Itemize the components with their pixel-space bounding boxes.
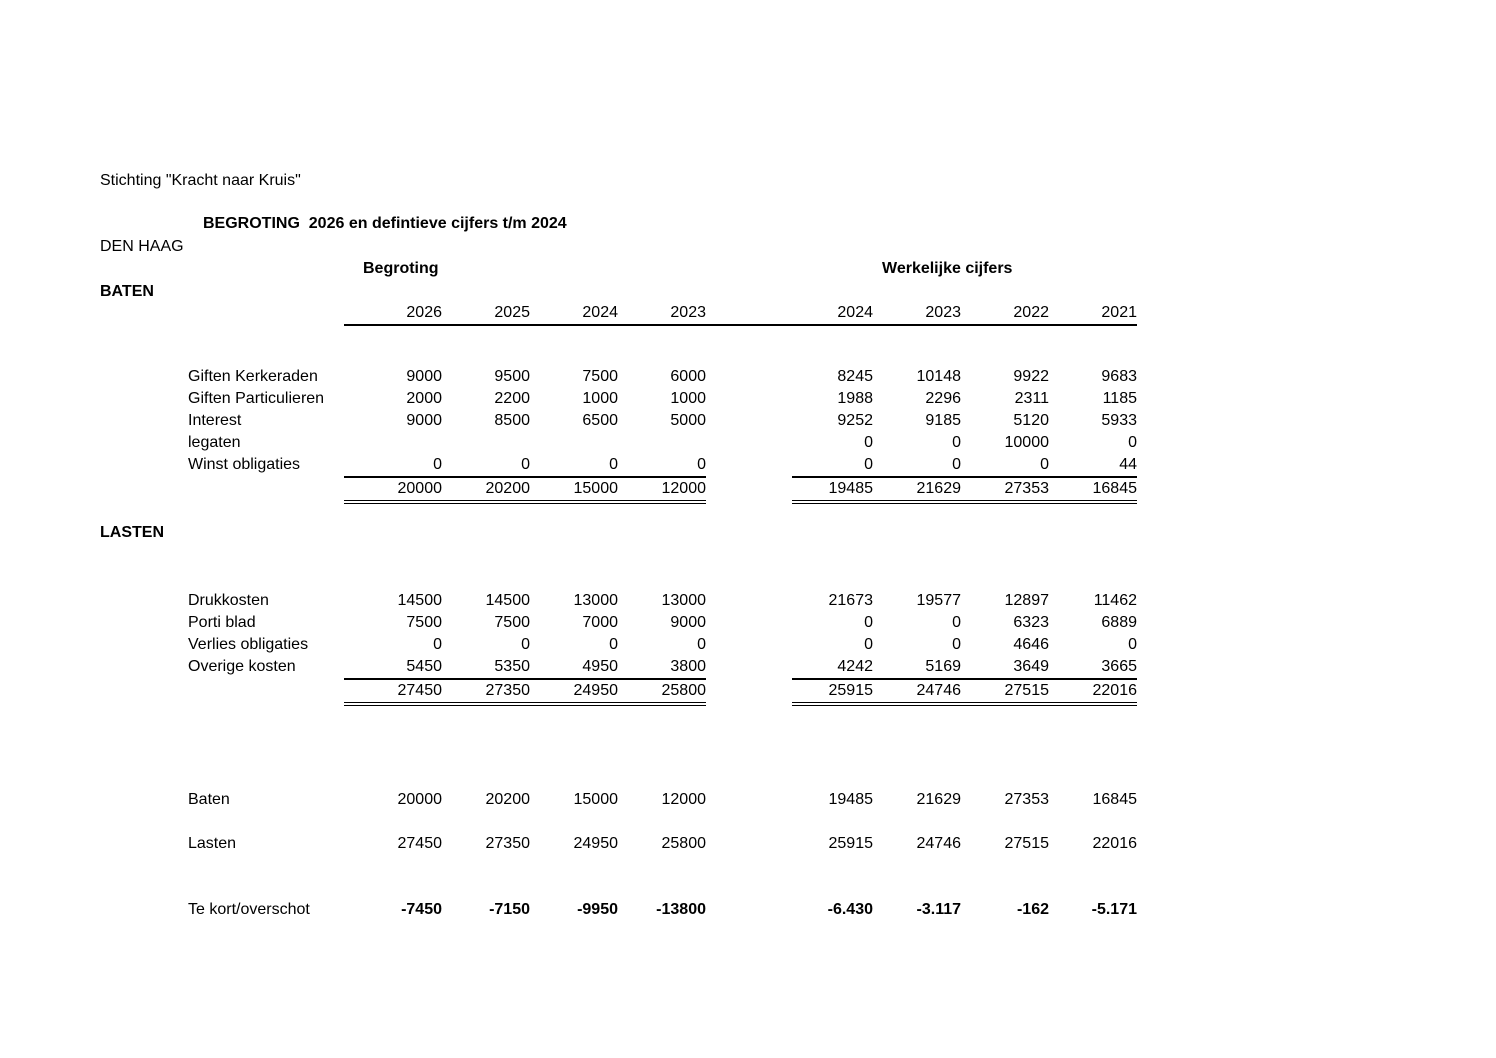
baten-row — [188, 410, 1137, 432]
total-cell: 22016 — [1092, 682, 1137, 699]
spacer — [706, 656, 792, 678]
summary-baten-row — [188, 789, 1137, 811]
lasten-total-row — [188, 678, 1137, 700]
value-cell: 0 — [952, 614, 961, 631]
baten-row — [188, 366, 1137, 388]
value-cell: 5000 — [670, 412, 706, 429]
value-cell: 0 — [1128, 636, 1137, 653]
value-cell: 8500 — [494, 412, 530, 429]
total-cell: 27450 — [397, 682, 442, 699]
value-cell: 5120 — [1013, 412, 1049, 429]
lasten-total-begroting — [344, 678, 706, 706]
value-cell: 25800 — [661, 835, 706, 852]
doc-title: BEGROTING 2026 en defintieve cijfers t/m 2024 — [203, 215, 567, 232]
row-label: Winst obligaties — [188, 456, 301, 473]
value-cell: 3649 — [1013, 658, 1049, 675]
spacer — [706, 432, 792, 454]
total-cell: 27350 — [485, 682, 530, 699]
value-cell: 9500 — [494, 368, 530, 385]
value-cell: 27353 — [1004, 791, 1049, 808]
baten-row — [188, 388, 1137, 410]
total-cell: 19485 — [828, 480, 873, 497]
row-label: Giften Particulieren — [188, 390, 325, 407]
year-header-rule — [344, 302, 1137, 326]
year-cell: 2023 — [670, 304, 706, 321]
value-cell: 13000 — [573, 592, 618, 609]
lasten-row — [188, 612, 1137, 634]
spacer — [188, 678, 344, 700]
value-cell: 25915 — [828, 835, 873, 852]
value-cell: 0 — [521, 456, 530, 473]
value-cell: 24746 — [916, 835, 961, 852]
total-cell: 12000 — [661, 480, 706, 497]
value-cell: 19485 — [828, 791, 873, 808]
value-cell: 6000 — [670, 368, 706, 385]
baten-total-row — [188, 476, 1137, 498]
spacer — [706, 388, 792, 410]
baten-row — [188, 432, 1137, 454]
value-cell: 1185 — [1102, 390, 1137, 407]
value-cell: 20000 — [397, 791, 442, 808]
value-cell: 0 — [697, 456, 706, 473]
lasten-row — [188, 590, 1137, 612]
summary-lasten-row — [188, 833, 1137, 855]
value-cell: 4242 — [837, 658, 873, 675]
value-cell: 0 — [1040, 456, 1049, 473]
baten-total-werkelijk — [792, 476, 1137, 504]
row-label: Overige kosten — [188, 658, 296, 675]
org-name: Stichting "Kracht naar Kruis" — [100, 172, 301, 189]
value-cell — [344, 432, 442, 454]
spacer — [706, 476, 792, 498]
total-cell: 24746 — [916, 682, 961, 699]
value-cell: 0 — [433, 636, 442, 653]
spacer — [706, 410, 792, 432]
row-label: Giften Kerkeraden — [188, 368, 318, 385]
result-cell: -13800 — [656, 901, 706, 918]
spacer — [188, 302, 344, 324]
value-cell: 0 — [609, 456, 618, 473]
result-row — [188, 899, 1137, 921]
row-label: Drukkosten — [188, 592, 269, 609]
value-cell: 44 — [1119, 456, 1137, 473]
value-cell: 0 — [609, 636, 618, 653]
value-cell: 2296 — [925, 390, 961, 407]
value-cell: 27450 — [397, 835, 442, 852]
year-cell: 2024 — [837, 304, 873, 321]
value-cell: 9000 — [406, 368, 442, 385]
spacer — [706, 454, 792, 476]
value-cell: 2000 — [406, 390, 442, 407]
result-cell: -7150 — [489, 901, 530, 918]
value-cell: 19577 — [916, 592, 961, 609]
value-cell: 2200 — [494, 390, 530, 407]
value-cell: 0 — [1128, 434, 1137, 451]
result-cell: -7450 — [401, 901, 442, 918]
value-cell: 10000 — [1004, 434, 1049, 451]
result-cell: -3.117 — [916, 901, 961, 918]
value-cell: 6323 — [1013, 614, 1049, 631]
row-label: Lasten — [188, 835, 237, 852]
value-cell: 10148 — [916, 368, 961, 385]
value-cell: 9922 — [1013, 368, 1049, 385]
lasten-total-werkelijk — [792, 678, 1137, 706]
value-cell: 24950 — [573, 835, 618, 852]
value-cell — [618, 432, 706, 454]
value-cell: 14500 — [397, 592, 442, 609]
value-cell: 1988 — [837, 390, 873, 407]
value-cell — [442, 432, 530, 454]
value-cell — [530, 432, 618, 454]
value-cell: 5933 — [1101, 412, 1137, 429]
value-cell: 9252 — [837, 412, 873, 429]
value-cell: 7500 — [406, 614, 442, 631]
result-cell: -6.430 — [827, 901, 873, 918]
baten-total-begroting — [344, 476, 706, 504]
value-cell: 0 — [864, 456, 873, 473]
value-cell: 0 — [952, 456, 961, 473]
total-cell: 27353 — [1004, 480, 1049, 497]
value-cell: 1000 — [582, 390, 618, 407]
row-label: Te kort/overschot — [188, 901, 310, 918]
year-cell: 2025 — [494, 304, 530, 321]
total-cell: 15000 — [573, 480, 618, 497]
value-cell: 5350 — [494, 658, 530, 675]
lasten-row — [188, 656, 1137, 678]
value-cell: 22016 — [1092, 835, 1137, 852]
total-cell: 16845 — [1092, 480, 1137, 497]
value-cell: 14500 — [485, 592, 530, 609]
value-cell: 3800 — [670, 658, 706, 675]
value-cell: 12000 — [661, 791, 706, 808]
year-cell: 2026 — [406, 304, 442, 321]
baten-heading: BATEN — [100, 283, 154, 300]
werkelijke-group-header: Werkelijke cijfers — [882, 260, 1013, 277]
value-cell: 0 — [952, 636, 961, 653]
value-cell: 5450 — [406, 658, 442, 675]
total-cell: 27515 — [1004, 682, 1049, 699]
value-cell: 4646 — [1013, 636, 1049, 653]
spacer — [706, 789, 792, 811]
total-cell: 24950 — [573, 682, 618, 699]
total-cell: 20200 — [485, 480, 530, 497]
spacer — [706, 366, 792, 388]
year-cell: 2021 — [1101, 304, 1137, 321]
value-cell: 9683 — [1101, 368, 1137, 385]
value-cell: 13000 — [661, 592, 706, 609]
total-cell: 21629 — [916, 480, 961, 497]
row-label: Baten — [188, 791, 230, 808]
value-cell: 8245 — [837, 368, 873, 385]
value-cell: 7000 — [582, 614, 618, 631]
value-cell: 0 — [521, 636, 530, 653]
row-label: Porti blad — [188, 614, 256, 631]
value-cell: 0 — [864, 434, 873, 451]
org-city: DEN HAAG — [100, 238, 184, 255]
total-cell: 25915 — [828, 682, 873, 699]
value-cell: 6889 — [1101, 614, 1137, 631]
value-cell: 0 — [433, 456, 442, 473]
value-cell: 0 — [864, 636, 873, 653]
total-cell: 25800 — [661, 682, 706, 699]
value-cell: 21629 — [916, 791, 961, 808]
value-cell: 12897 — [1004, 592, 1049, 609]
value-cell: 0 — [864, 614, 873, 631]
value-cell: 7500 — [494, 614, 530, 631]
spacer — [706, 302, 792, 324]
value-cell: 27515 — [1004, 835, 1049, 852]
result-cell: -5.171 — [1091, 901, 1137, 918]
value-cell: 9000 — [406, 412, 442, 429]
value-cell: 27350 — [485, 835, 530, 852]
spacer — [706, 612, 792, 634]
spacer — [706, 634, 792, 656]
value-cell: 9000 — [670, 614, 706, 631]
total-cell: 20000 — [397, 480, 442, 497]
value-cell: 20200 — [485, 791, 530, 808]
row-label: legaten — [188, 434, 241, 451]
lasten-heading: LASTEN — [100, 524, 164, 541]
year-cell: 2024 — [582, 304, 618, 321]
lasten-row — [188, 634, 1137, 656]
year-cell: 2022 — [1013, 304, 1049, 321]
value-cell: 9185 — [925, 412, 961, 429]
value-cell: 7500 — [582, 368, 618, 385]
value-cell: 4950 — [582, 658, 618, 675]
row-label: Verlies obligaties — [188, 636, 309, 653]
value-cell: 6500 — [582, 412, 618, 429]
value-cell: 2311 — [1014, 390, 1049, 407]
value-cell: 0 — [952, 434, 961, 451]
value-cell: 21673 — [828, 592, 873, 609]
value-cell: 11462 — [1093, 592, 1137, 609]
value-cell: 16845 — [1092, 791, 1137, 808]
result-cell: -9950 — [577, 901, 618, 918]
result-cell: -162 — [1016, 901, 1049, 918]
spacer — [706, 899, 792, 921]
value-cell: 15000 — [573, 791, 618, 808]
baten-row — [188, 454, 1137, 476]
value-cell: 1000 — [670, 390, 706, 407]
year-cell: 2023 — [925, 304, 961, 321]
row-label: Interest — [188, 412, 242, 429]
begroting-group-header: Begroting — [363, 260, 439, 277]
spacer — [706, 833, 792, 855]
value-cell: 3665 — [1101, 658, 1137, 675]
value-cell: 0 — [697, 636, 706, 653]
spacer — [706, 590, 792, 612]
spacer — [706, 678, 792, 700]
value-cell: 5169 — [925, 658, 961, 675]
spacer — [188, 476, 344, 498]
year-header-row — [188, 302, 1137, 324]
